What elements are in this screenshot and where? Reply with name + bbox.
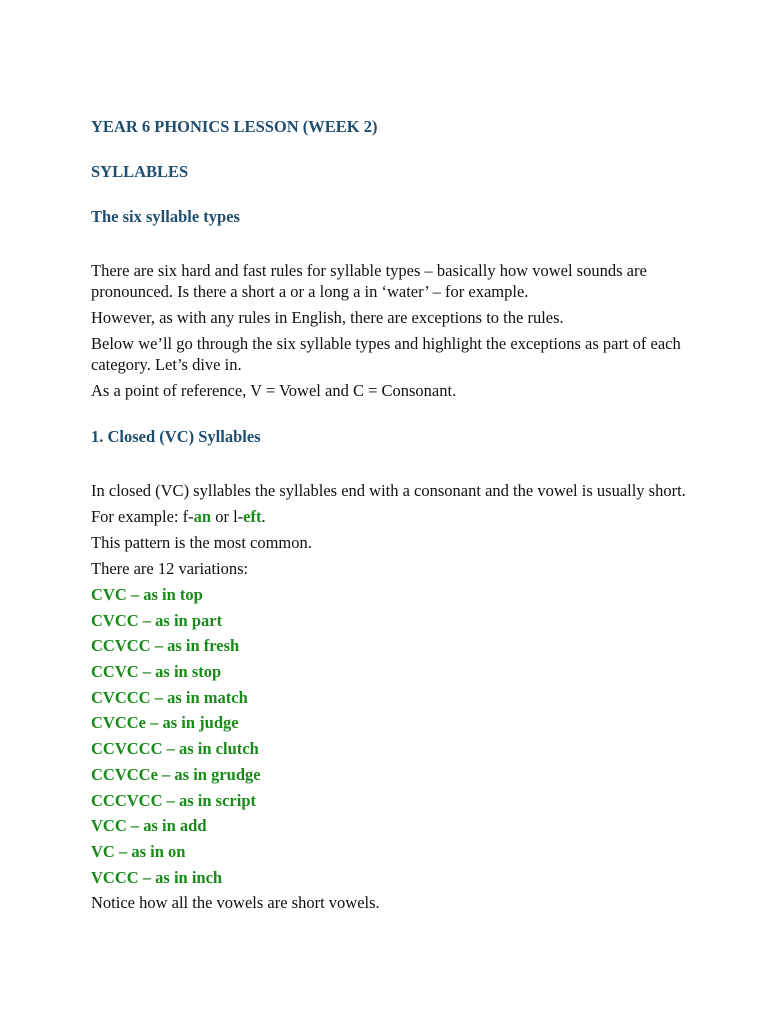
example-prefix: For example: f-: [91, 507, 194, 526]
common-note: This pattern is the most common.: [91, 533, 312, 552]
variations-list: [91, 584, 691, 888]
variation-item: CCVCC – as in fresh: [91, 636, 240, 656]
document-body: [91, 117, 691, 918]
example-part-an: an: [193, 507, 212, 526]
closed-description: In closed (VC) syllables the syllables end with a consonant and the vowel is usually short.: [91, 481, 686, 500]
example-middle: or l-: [211, 507, 244, 526]
variation-item: CVC – as in top: [91, 585, 203, 604]
variation-item: CVCCe – as in judge: [91, 713, 239, 733]
variation-item: CCVCCe – as in grudge: [91, 764, 261, 784]
intro-paragraph: As a point of reference, V = Vowel and C = Consonant.: [91, 381, 457, 400]
intro-paragraph: There are six hard and fast rules for syllable types – basically how vowel sounds are pronounced. Is there a short a or a long a in ‘water’ – for example.: [91, 261, 647, 301]
subsection-title: The six syllable types: [91, 207, 240, 226]
variation-item: VC – as in on: [91, 841, 186, 861]
variation-item: VCC – as in add: [91, 816, 207, 836]
closing-note: Notice how all the vowels are short vowels.: [91, 893, 380, 913]
document-title: YEAR 6 PHONICS LESSON (WEEK 2): [91, 117, 378, 136]
example-suffix: .: [261, 507, 266, 526]
variation-item: VCCC – as in inch: [91, 867, 223, 887]
variation-item: CCCVCC – as in script: [91, 790, 256, 810]
closed-syllables-heading: 1. Closed (VC) Syllables: [91, 427, 261, 446]
section-title: SYLLABLES: [91, 162, 189, 181]
variation-item: CCVC – as in stop: [91, 662, 222, 682]
variation-item: CVCCC – as in match: [91, 687, 248, 707]
example-part-eft: eft: [243, 507, 262, 526]
intro-paragraph: Below we’ll go through the six syllable types and highlight the exceptions as part of each category. Let’s dive in.: [91, 334, 681, 374]
closed-example: [91, 506, 691, 527]
variation-item: CVCC – as in part: [91, 610, 223, 630]
intro-paragraph: However, as with any rules in English, there are exceptions to the rules.: [91, 308, 564, 327]
variations-intro: There are 12 variations:: [91, 559, 249, 578]
variation-item: CCVCCC – as in clutch: [91, 739, 259, 759]
